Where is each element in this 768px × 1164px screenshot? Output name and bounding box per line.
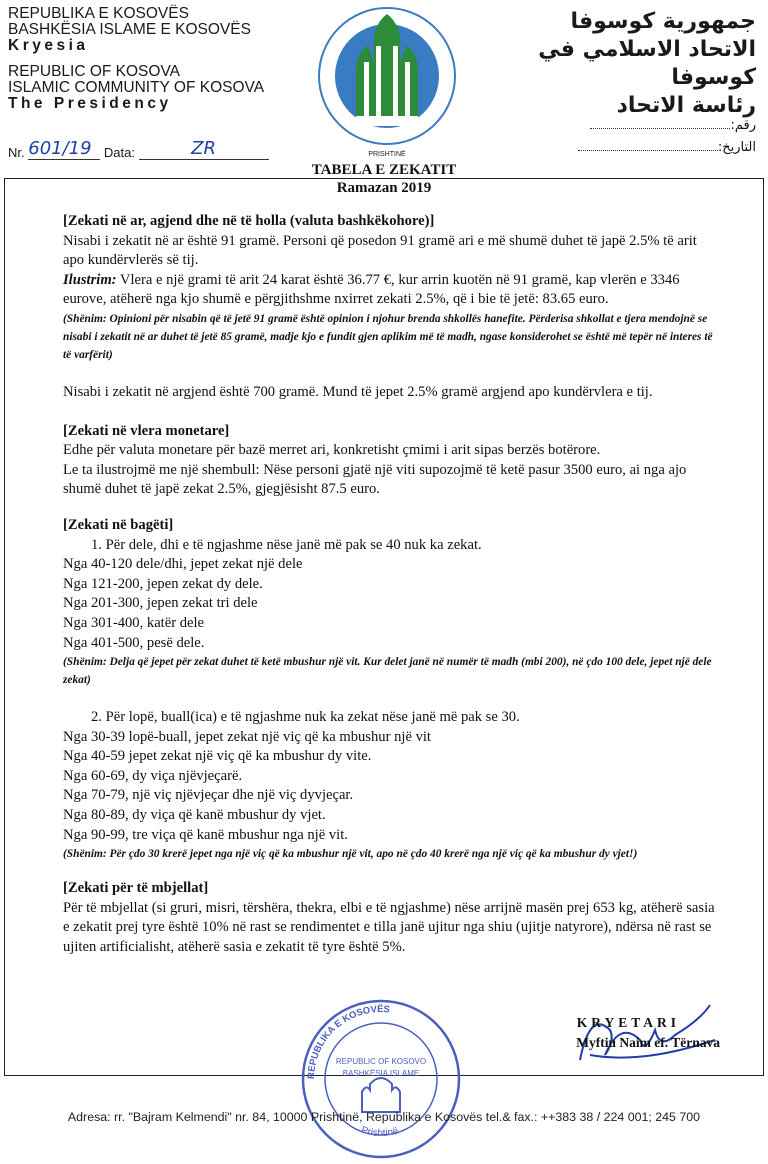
list-item: Nga 40-120 dele/dhi, jepet zekat një dele xyxy=(63,556,303,573)
header-presidency-sq: Kryesia xyxy=(8,37,89,54)
emblem-caption: PRISHTINË xyxy=(368,151,406,158)
ar-number-field xyxy=(590,118,756,133)
official-stamp xyxy=(296,994,466,1164)
illustration-text: Vlera e një grami të arit 24 karat është 36.77 €, kur arrin kuotën në 91 gramë, kap vlerën e 3346 eurove, atëherë nga kjo shumë e përgjithshme nxirret zekati 2.5%, që i bie të jetë: 83.65 euro. xyxy=(63,271,680,308)
illustration-paragraph xyxy=(63,271,715,310)
islamic-community-emblem xyxy=(316,2,458,162)
date-value: ZR xyxy=(191,138,216,159)
list-item: 2. Për lopë, buall(ica) e të ngjashme nuk ka zekat nëse janë më pak se 30. xyxy=(91,709,520,726)
ar-number-label: رقم: xyxy=(730,118,756,133)
list-item: Nga 60-69, dy viça njëvjeçarë. xyxy=(63,767,243,784)
list-item: Nga 121-200, jepen zekat dy dele. xyxy=(63,575,263,592)
stamp-city-text: Prishtinë xyxy=(359,1124,400,1140)
paragraph: Le ta ilustrojmë me një shembull: Nëse personi gjatë një viti supozojmë të ketë pasur 3500 euro, ai nga ajo shumë duhet të japë zekat 2.5%, gjegjësisht 87.5 euro. xyxy=(63,461,687,498)
header-presidency-ar: رئاسة الاتحاد xyxy=(616,93,756,118)
list-item: Nga 80-89, dy viça që kanë mbushur dy vjet. xyxy=(63,807,326,824)
note: (Shënim: Opinioni për nisabin që të jetë 91 gramë është opinion i njohur brenda shkollës hanefite. Përderisa shkollat e tjera mendojnë se nisabi i zekatit në ar duhet të jetë 85 gramë, madje kjo e fundit gjen aplikim më të madh, ngase konsiderohet se është më tepër në interes të të varfërit) xyxy=(63,312,713,361)
header-community-en: ISLAMIC COMMUNITY OF KOSOVA xyxy=(8,79,265,96)
header-right-block xyxy=(486,8,756,120)
header-community-ar: الاتحاد الاسلامي في كوسوفا xyxy=(538,37,756,90)
header-republic-ar: جمهورية كوسوفا xyxy=(570,9,756,34)
section-heading: [Zekati në ar, agjend dhe në të holla (valuta bashkëkohore)] xyxy=(63,213,435,229)
note: (Shënim: Delja që jepet për zekat duhet të ketë mbushur një vit. Kur delet janë në numër të madh (mbi 200), në çdo 100 dele, jepet një dele zekat) xyxy=(63,656,712,687)
ar-date-field xyxy=(578,140,756,155)
list-item: Nga 70-79, një viç njëvjeçar dhe një viç dyvjeçar. xyxy=(63,787,354,804)
header-presidency-en: The Presidency xyxy=(8,95,172,112)
nr-label: Nr. xyxy=(8,145,25,160)
nr-value: 601/19 xyxy=(28,138,92,159)
signatory-title: KRYETARI xyxy=(576,1015,680,1030)
list-item: Nga 301-400, katër dele xyxy=(63,614,205,631)
section-heading: [Zekati në bagëti] xyxy=(63,516,174,533)
date-label: Data: xyxy=(103,145,135,160)
note: (Shënim: Për çdo 30 krerë jepet nga një viç që ka mbushur një vit, apo në çdo 40 krerë nga një viç që ka mbushur dy vjet!) xyxy=(63,848,638,861)
paragraph: Nisabi i zekatit në ar është 91 gramë. Personi që posedon 91 gramë ari e më shumë duhet të japë 2.5% të arit apo kundërvlerës së tij. xyxy=(63,232,697,269)
list-item: Nga 40-59 jepet zekat një viç që ka mbushur dy vite. xyxy=(63,748,372,765)
list-item: 1. Për dele, dhi e të ngjashme nëse janë më pak se 40 nuk ka zekat. xyxy=(91,536,482,553)
header-community-sq: BASHKËSIA ISLAME E KOSOVËS xyxy=(8,21,251,38)
header-republic-sq: REPUBLIKA E KOSOVËS xyxy=(8,5,189,22)
section-heading: [Zekati në vlera monetare] xyxy=(63,422,230,439)
list-item: Nga 30-39 lopë-buall, jepet zekat një viç që ka mbushur një vit xyxy=(63,728,431,745)
stamp-outer-text-en: REPUBLIC OF KOSOVO xyxy=(335,1057,427,1066)
paragraph: Edhe për valuta monetare për bazë merret ari, konkretisht çmimi i arit sipas berzës botërore. xyxy=(63,442,601,459)
reference-number-row xyxy=(8,138,269,160)
header-left-block xyxy=(8,6,308,112)
list-item: Nga 401-500, pesë dele. xyxy=(63,634,205,651)
signature-block xyxy=(520,1013,720,1053)
footer-address: Adresa: rr. "Bajram Kelmendi" nr. 84, 10000 Prishtinë, Republika e Kosovës tel.& fax.: ++383 38 / 224 001; 245 700 xyxy=(67,1110,701,1124)
list-item: Nga 201-300, jepen zekat tri dele xyxy=(63,595,258,612)
stamp-outer-text: REPUBLIKA E KOSOVËS xyxy=(305,1003,391,1080)
document-body xyxy=(63,212,715,958)
title-sub: Ramazan 2019 xyxy=(336,180,432,196)
ar-date-label: التاريخ: xyxy=(717,140,756,155)
signatory-name: Myftiu Naim ef. Tërnava xyxy=(576,1035,720,1050)
section-heading: [Zekati për të mbjellat] xyxy=(63,880,209,897)
stamp-inner-text: BASHKËSIA ISLAME xyxy=(342,1069,420,1078)
illustration-label: Ilustrim: xyxy=(63,271,117,288)
paragraph: Për të mbjellat (si gruri, misri, tërshëra, thekra, elbi e të ngjashme) nëse arrijnë masën prej 653 kg, atëherë sasia e zekatit prej tyre është 10% në rast se rendimentet e tilla janë ujitur nga shiu (ujitje natyrore), ndërsa në rast se ujiten artificialisht, atëherë sasia e zekatit të tyre është 5%. xyxy=(63,899,715,956)
title-main: TABELA E ZEKATIT xyxy=(311,162,457,178)
header-republic-en: REPUBLIC OF KOSOVA xyxy=(8,63,180,80)
list-item: Nga 90-99, tre viça që kanë mbushur nga një vit. xyxy=(63,826,348,843)
paragraph: Nisabi i zekatit në argjend është 700 gramë. Mund të jepet 2.5% gramë argjend apo kundërvlera e tij. xyxy=(63,383,653,400)
